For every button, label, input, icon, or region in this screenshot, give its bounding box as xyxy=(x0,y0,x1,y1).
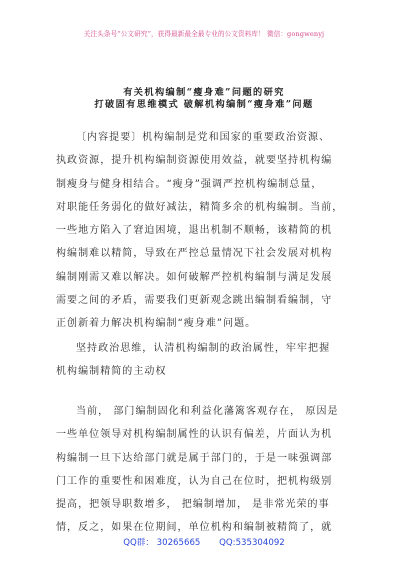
body-paragraph xyxy=(56,400,354,540)
promo-banner: 关注头条号“公文研究”，获得最新最全最专业的公文资料库！ 微信：gongwenyj xyxy=(83,30,325,38)
footer-qq-group: QQ群： 30265665 xyxy=(123,538,201,548)
body-line: 情，反之，如果在位期间，单位机构和编制被精简了，就 xyxy=(56,522,333,534)
body-line: 提高，把领导职数增多， 把编制增加， 是非常光荣的事 xyxy=(56,499,330,511)
abstract-line: 制瘦身与健身相结合。“瘦身”强调严控机构编制总量， xyxy=(56,178,323,190)
abstract-line: 需要之间的矛盾，需要我们更新观念跳出编制看编制，守 xyxy=(56,295,333,307)
abstract-line: 对职能任务弱化的做好减法，精简多余的机构编制。当前， xyxy=(56,201,344,213)
abstract-paragraph xyxy=(56,126,354,336)
abstract-line: 编制刚需又难以解决。如何破解严控机构编制与满足发展 xyxy=(56,271,333,283)
body-line: 门工作的重要性和困难度，认为自己在位时，把机构级别 xyxy=(56,475,333,487)
body-line: 当前， 部门编制固化和利益化藩篱客观存在， 原因是 xyxy=(76,406,339,417)
document-title: 有关机构编制“瘦身难”问题的研究 xyxy=(123,87,285,98)
footer-qq: QQ:535304092 xyxy=(219,538,285,548)
section-line: 坚持政治思维，认清机构编制的政治属性，牢牢把握 xyxy=(76,343,331,354)
abstract-line: 〔内容提要〕机构编制是党和国家的重要政治资源、 xyxy=(76,132,331,143)
body-line: 一些单位领导对机构编制属性的认识有偏差，片面认为机 xyxy=(56,429,333,441)
abstract-line: 一些地方陷入了窘迫困境，退出机制不顺畅，该精简的机 xyxy=(56,225,333,237)
document-subtitle: 打破固有思维模式 破解机构编制“瘦身难”问题 xyxy=(94,99,314,110)
abstract-line: 执政资源，提升机构编制资源使用效益，就要坚持机构编 xyxy=(56,155,333,167)
abstract-line: 构编制难以精简，导致在严控总量情况下社会发展对机构 xyxy=(56,248,333,260)
abstract-line: 正创新着力解决机构编制“瘦身难”问题。 xyxy=(56,318,257,330)
section-line: 机构编制精简的主动权 xyxy=(56,366,167,378)
body-line: 构编制一旦下达给部门就是属于部门的，于是一味强调部 xyxy=(56,452,333,464)
contact-footer xyxy=(0,536,408,548)
section-heading xyxy=(56,337,354,384)
